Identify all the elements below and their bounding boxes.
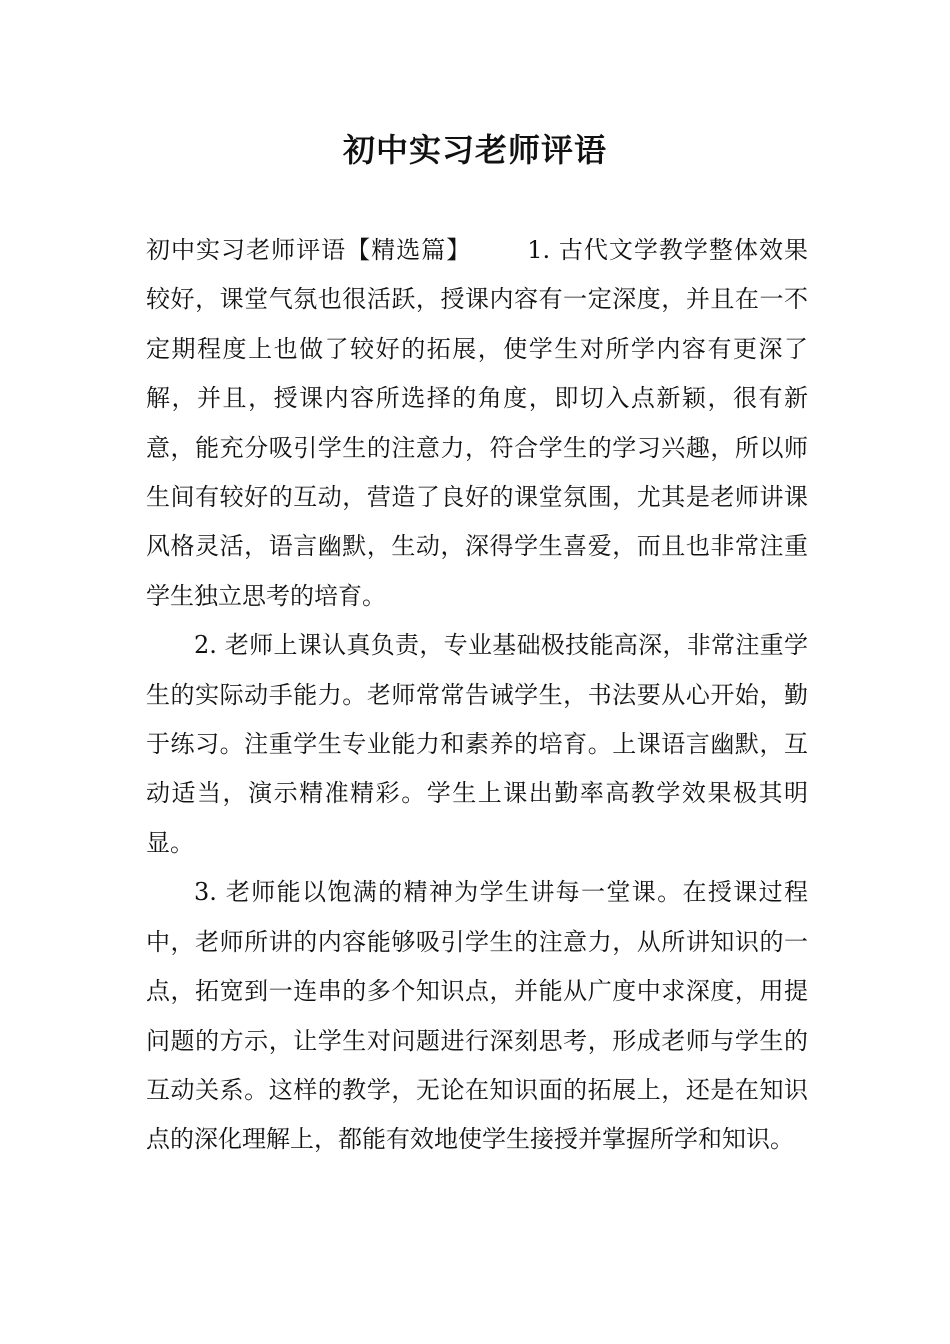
paragraph-2: 2. 老师上课认真负责，专业基础极技能高深，非常注重学生的实际动手能力。老师常常告诫学生，书法要从心开始，勤于练习。注重学生专业能力和素养的培育。上课语言幽默，互动适当，演示精准精彩。学生上课出勤率高教学效果极其明显。 xyxy=(146,631,808,857)
intro-label: 初中实习老师评语【精选篇】 xyxy=(146,236,472,264)
document-body xyxy=(146,226,808,1165)
paragraph-3: 3. 老师能以饱满的精神为学生讲每一堂课。在授课过程中，老师所讲的内容能够吸引学生的注意力，从所讲知识的一点，拓宽到一连串的多个知识点，并能从广度中求深度，用提问题的方示，让学生对问题进行深刻思考，形成老师与学生的互动关系。这样的教学，无论在知识面的拓展上，还是在知识点的深化理解上，都能有效地使学生接授并掌握所学和知识。 xyxy=(146,878,808,1154)
document-title: 初中实习老师评语 xyxy=(342,131,607,169)
paragraph-1 xyxy=(146,226,808,621)
paragraph-1-text: 1. 古代文学教学整体效果较好，课堂气氛也很活跃，授课内容有一定深度，并且在一不定期程度上也做了较好的拓展，使学生对所学内容有更深了解，并且，授课内容所选择的角度，即切入点新颖，很有新意，能充分吸引学生的注意力，符合学生的学习兴趣，所以师生间有较好的互动，营造了良好的课堂氛围，尤其是老师讲课风格灵活，语言幽默，生动，深得学生喜爱，而且也非常注重学生独立思考的培育。 xyxy=(146,236,808,610)
